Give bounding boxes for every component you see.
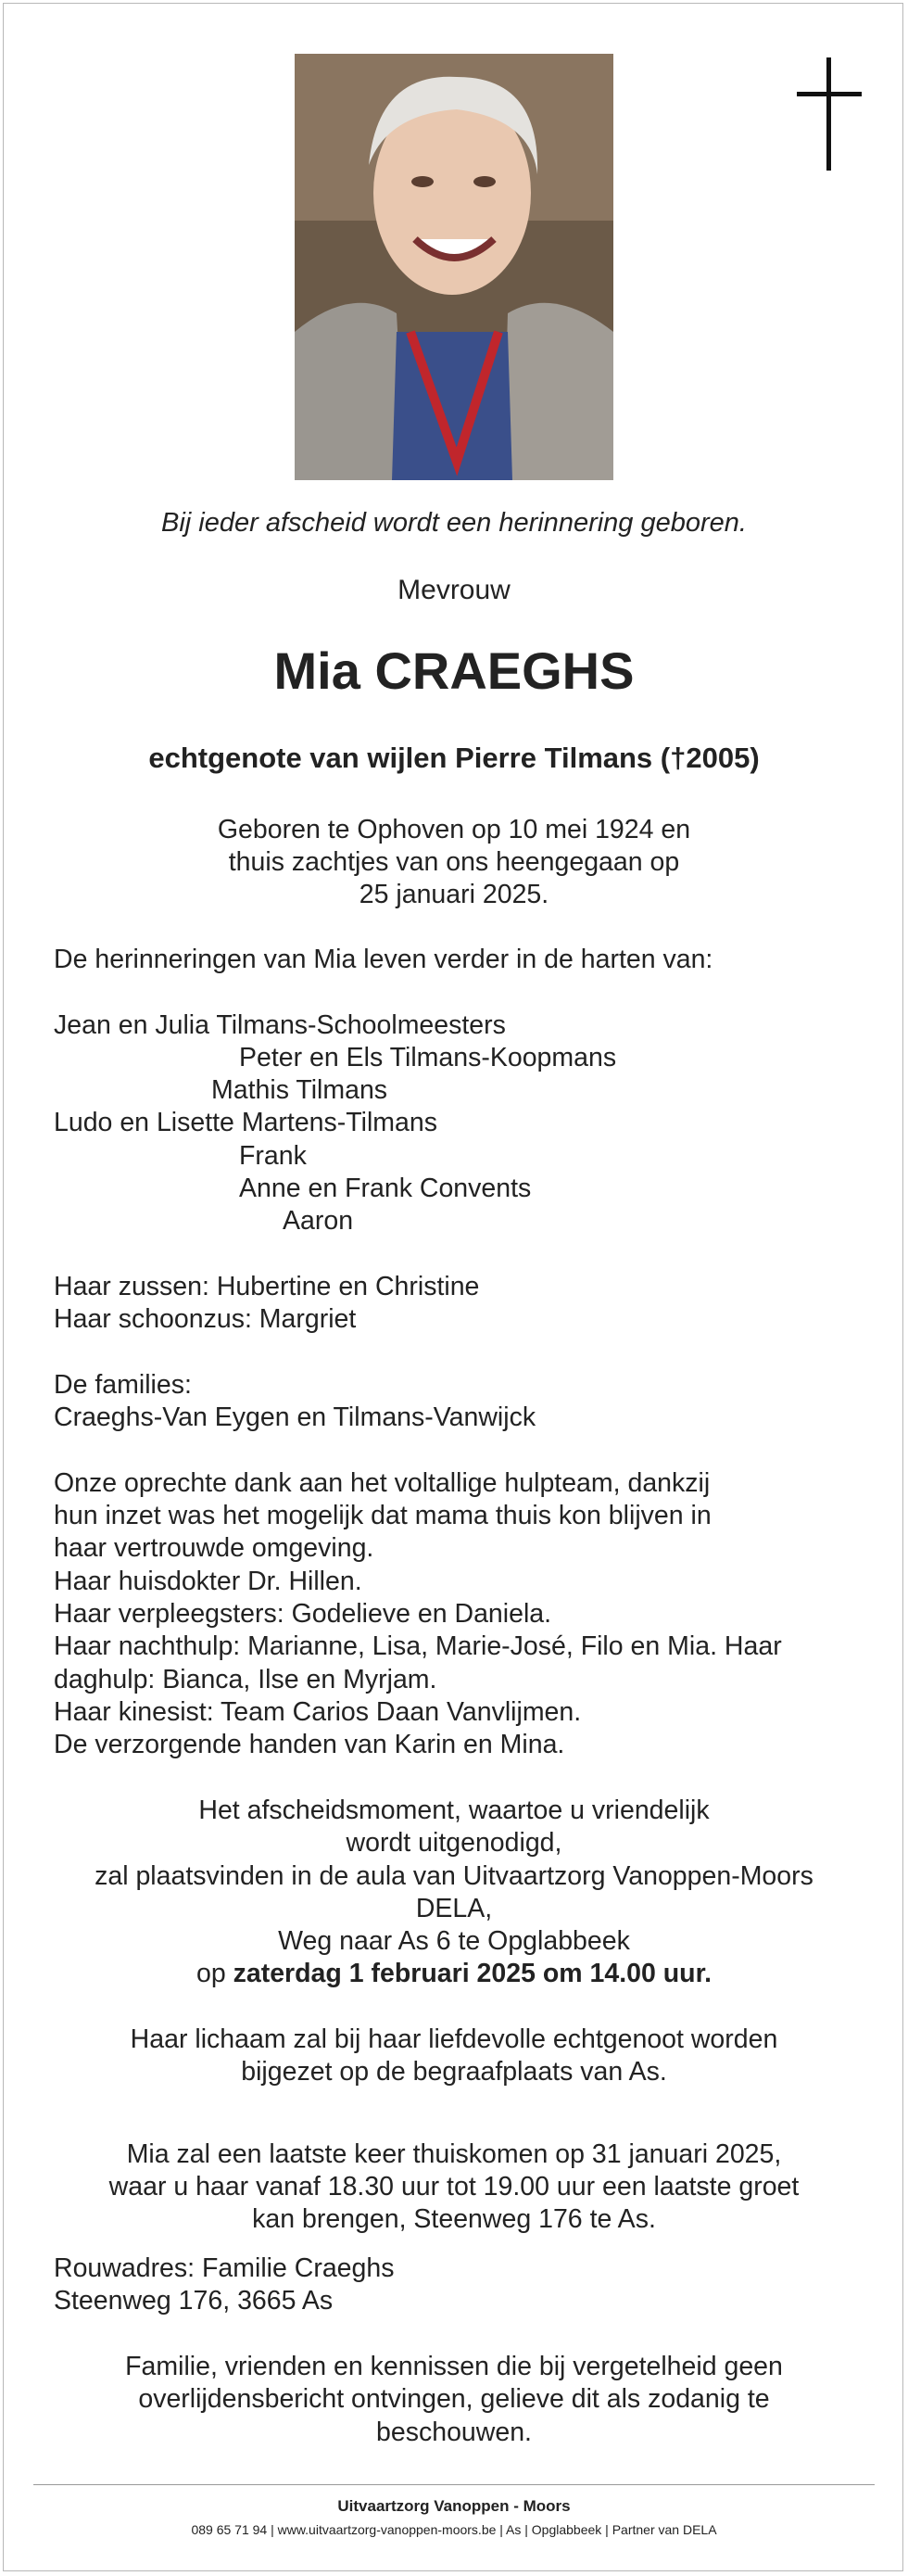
homecoming-line: waar u haar vanaf 18.30 uur tot 19.00 uur een laatste groet — [108, 2172, 800, 2202]
thanks-line: hun inzet was het mogelijk dat mama thuis kon blijven in — [54, 1501, 712, 1530]
thanks-line: Haar nachthulp: Marianne, Lisa, Marie-José, Filo en Mia. Haar — [54, 1631, 782, 1661]
ceremony-line: DELA, — [415, 1894, 493, 1923]
address-line: Rouwadres: Familie Craeghs — [54, 2253, 395, 2283]
homecoming-line: Mia zal een laatste keer thuiskomen op 31 januari 2025, — [126, 2139, 782, 2169]
thanks-line: haar vertrouwde omgeving. — [54, 1533, 374, 1563]
family-member: Ludo en Lisette Martens-Tilmans — [54, 1108, 437, 1137]
birth-line: thuis zachtjes van ons heengegaan op — [228, 847, 680, 877]
burial-line: bijgezet op de begraafplaats van As. — [241, 2057, 667, 2087]
ceremony-date-line — [0, 1958, 908, 1990]
sibling-line: Haar schoonzus: Margriet — [54, 1304, 357, 1334]
footer-divider — [33, 2484, 875, 2485]
notice-line: beschouwen. — [376, 2417, 532, 2447]
thanks-line: Haar huisdokter Dr. Hillen. — [54, 1567, 362, 1596]
spouse-line: echtgenote van wijlen Pierre Tilmans (†2005) — [148, 742, 760, 774]
family-member: Peter en Els Tilmans-Koopmans — [239, 1043, 617, 1072]
sibling-line: Haar zussen: Hubertine en Christine — [54, 1272, 480, 1301]
thanks-line: De verzorgende handen van Karin en Mina. — [54, 1730, 565, 1759]
family-member: Jean en Julia Tilmans-Schoolmeesters — [54, 1010, 506, 1040]
family-member: Anne en Frank Convents — [239, 1174, 532, 1203]
deceased-name: Mia CRAEGHS — [273, 641, 635, 700]
families-line: De families: — [54, 1370, 192, 1400]
family-member: Frank — [239, 1141, 307, 1171]
ceremony-date: zaterdag 1 februari 2025 om 14.00 uur. — [233, 1959, 713, 1988]
quote: Bij ieder afscheid wordt een herinnering geboren. — [161, 508, 747, 538]
ceremony-line: Weg naar As 6 te Opglabbeek — [278, 1926, 630, 1956]
burial-line: Haar lichaam zal bij haar liefdevolle echtgenoot worden — [130, 2024, 778, 2054]
homecoming-line: kan brengen, Steenweg 176 te As. — [252, 2204, 656, 2234]
thanks-line: Onze oprechte dank aan het voltallige hulpteam, dankzij — [54, 1468, 711, 1498]
thanks-line: daghulp: Bianca, Ilse en Myrjam. — [54, 1665, 437, 1694]
notice-line: Familie, vrienden en kennissen die bij vergetelheid geen — [125, 2352, 783, 2381]
family-member: Aaron — [283, 1206, 354, 1236]
memories-intro: De herinneringen van Mia leven verder in de harten van: — [54, 945, 713, 974]
ceremony-line: Het afscheidsmoment, waartoe u vriendelijk — [198, 1796, 710, 1825]
latin-cross-icon — [797, 57, 862, 171]
birth-line: 25 januari 2025. — [359, 880, 549, 909]
ceremony-line: wordt uitgenodigd, — [346, 1828, 562, 1858]
birth-line: Geboren te Ophoven op 10 mei 1924 en — [217, 815, 691, 844]
thanks-line: Haar kinesist: Team Carios Daan Vanvlijmen. — [54, 1697, 582, 1727]
footer-title: Uitvaartzorg Vanoppen - Moors — [337, 2497, 571, 2515]
portrait-photo — [295, 54, 613, 480]
ceremony-date-prefix: op — [195, 1959, 233, 1988]
salutation: Mevrouw — [397, 575, 511, 605]
notice-line: overlijdensbericht ontvingen, gelieve dit als zodanig te — [138, 2384, 770, 2414]
family-member: Mathis Tilmans — [211, 1075, 388, 1105]
address-line: Steenweg 176, 3665 As — [54, 2286, 334, 2316]
footer-info: 089 65 71 94 | www.uitvaartzorg-vanoppen-moors.be | As | Opglabbeek | Partner van DELA — [191, 2522, 717, 2537]
thanks-line: Haar verpleegsters: Godelieve en Daniela. — [54, 1599, 552, 1629]
ceremony-line: zal plaatsvinden in de aula van Uitvaartzorg Vanoppen-Moors — [95, 1861, 813, 1891]
families-line: Craeghs-Van Eygen en Tilmans-Vanwijck — [54, 1402, 536, 1432]
